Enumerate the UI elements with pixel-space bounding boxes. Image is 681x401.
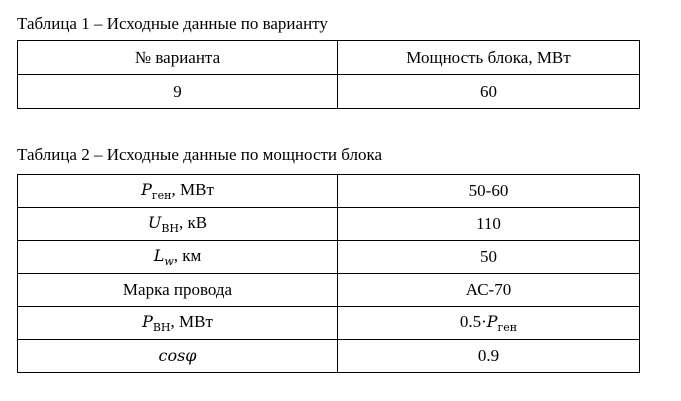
- cell-block-power: 60: [338, 75, 640, 109]
- header-block-power: Мощность блока, МВт: [338, 41, 640, 75]
- subscript-vn: ВН: [161, 222, 180, 235]
- table1: [17, 40, 640, 109]
- param-cos-phi: [18, 340, 338, 373]
- value-p-vn: [338, 307, 640, 340]
- symbol-p: P: [486, 312, 498, 331]
- table-row: [18, 75, 640, 109]
- symbol-u: U: [147, 213, 162, 232]
- param-p-gen: [18, 175, 338, 208]
- cell-variant-number: 9: [18, 75, 338, 109]
- value-cos-phi: 0.9: [338, 340, 640, 373]
- value-wire-grade: АС-70: [338, 274, 640, 307]
- param-u-vn: [18, 208, 338, 241]
- param-l-w: [18, 241, 338, 274]
- table2-caption: Таблица 2 – Исходные данные по мощности блока: [17, 145, 383, 164]
- table-row: [18, 241, 640, 274]
- symbol-p: P: [141, 180, 152, 199]
- subscript-gen: ген: [151, 189, 172, 202]
- value-u-vn: 110: [338, 208, 640, 241]
- unit-mw: , МВт: [171, 180, 214, 199]
- param-p-vn: [18, 307, 338, 340]
- table-row: [18, 208, 640, 241]
- value-p-gen: 50-60: [338, 175, 640, 208]
- param-wire-grade: Марка провода: [18, 274, 338, 307]
- symbol-cos-phi: cosφ: [158, 346, 197, 365]
- subscript-w: w: [164, 255, 174, 268]
- header-variant-number: № варианта: [18, 41, 338, 75]
- table-row: [18, 307, 640, 340]
- subscript-vn: ВН: [152, 321, 171, 334]
- table-row: [18, 340, 640, 373]
- coefficient: 0.5·: [459, 312, 487, 331]
- unit-mw: , МВт: [170, 312, 213, 331]
- table2: [17, 174, 640, 373]
- symbol-l: L: [153, 246, 165, 265]
- unit-kv: , кВ: [179, 213, 208, 232]
- subscript-gen: ген: [497, 321, 518, 334]
- symbol-p: P: [142, 312, 153, 331]
- unit-km: , км: [173, 246, 202, 265]
- table-header-row: [18, 41, 640, 75]
- table-row: [18, 274, 640, 307]
- table1-caption: Таблица 1 – Исходные данные по варианту: [17, 14, 328, 33]
- table-row: [18, 175, 640, 208]
- value-l-w: 50: [338, 241, 640, 274]
